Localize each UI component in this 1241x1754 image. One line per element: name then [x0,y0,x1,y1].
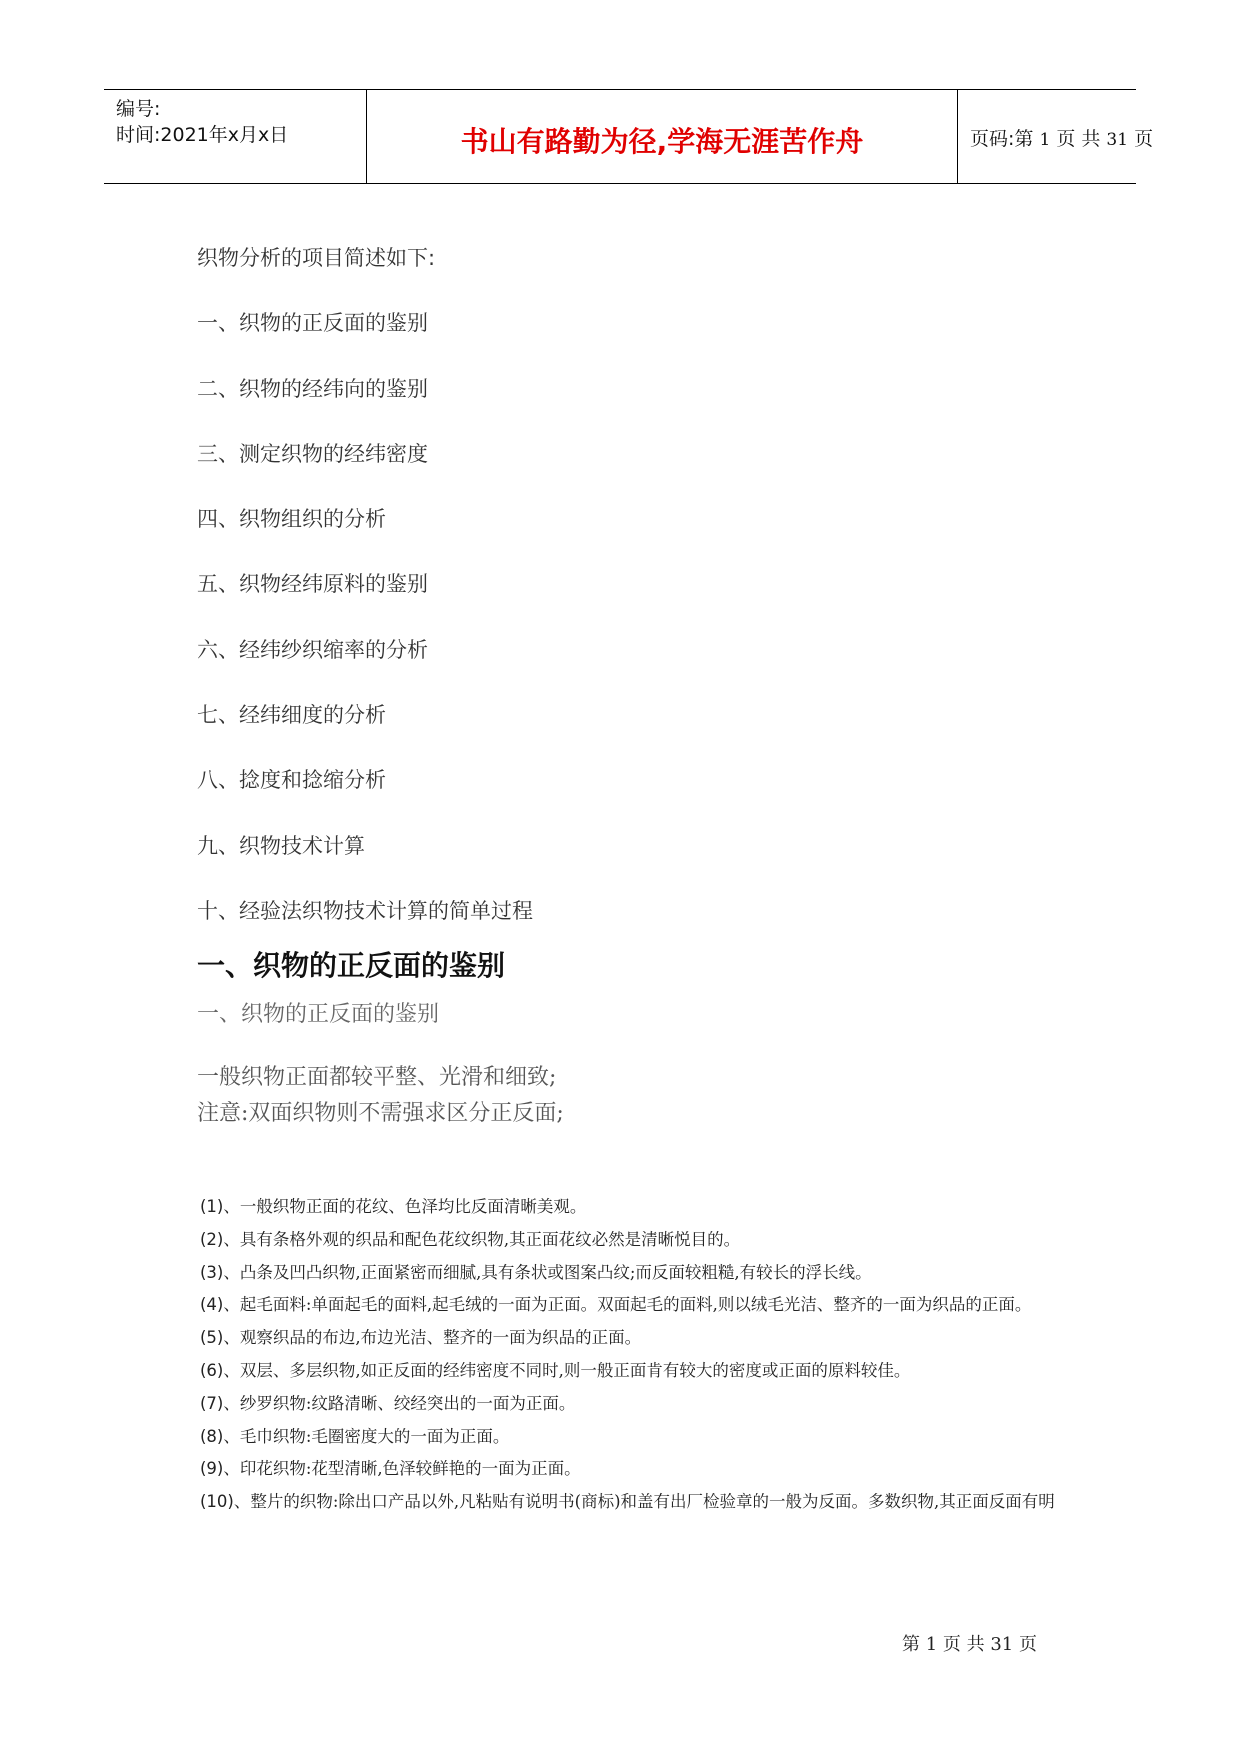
page-current: 1 [1039,130,1051,150]
toc-item: 一、织物的正反面的鉴别 [197,311,428,336]
header-meta-cell [104,90,367,183]
list-item: (10)、整片的织物:除出口产品以外,凡粘贴有说明书(商标)和盖有出厂检验章的一般为反面。多数织物,其正面反面有明 [200,1492,1055,1512]
list-item: (9)、印花织物:花型清晰,色泽较鲜艳的一面为正面。 [200,1459,581,1479]
section-note: 注意:双面织物则不需强求区分正反面; [197,1101,564,1126]
list-item: (6)、双层、多层织物,如正反面的经纬密度不同时,则一般正面肯有较大的密度或正面的原料较佳。 [200,1360,911,1380]
section-subheading: 一、织物的正反面的鉴别 [197,1002,440,1027]
toc-item: 七、经纬细度的分析 [197,703,386,728]
list-item: (3)、凸条及凹凸织物,正面紧密而细腻,具有条状或图案凸纹;而反面较粗糙,有较长的浮长线。 [200,1262,872,1282]
toc-item: 二、织物的经纬向的鉴别 [197,376,428,401]
toc-item: 十、经验法织物技术计算的简单过程 [197,898,533,923]
section-heading: 一、织物的正反面的鉴别 [197,949,506,982]
page-label-prefix: 页码:第 [970,128,1034,150]
list-item: (4)、起毛面料:单面起毛的面料,起毛绒的一面为正面。双面起毛的面料,则以绒毛光洁、整齐的一面为织品的正面。 [200,1295,1032,1315]
toc-intro: 织物分析的项目简述如下: [197,246,436,270]
table-of-contents [197,243,533,961]
toc-item: 四、织物组织的分析 [197,507,386,532]
identification-points-list [200,1196,1241,1524]
header-motto: 书山有路勤为径,学海无涯苦作舟 [460,125,864,158]
page-total: 31 [1106,130,1129,150]
list-item: (7)、纱罗织物:纹路清晰、绞经突出的一面为正面。 [200,1393,576,1413]
page-footer: 第 1 页 共 31 页 [902,1634,1037,1655]
header-page-number [970,124,1153,151]
list-item: (1)、一般织物正面的花纹、色泽均比反面清晰美观。 [200,1197,587,1216]
document-number-label: 编号: [116,98,161,120]
toc-item: 八、捻度和捻缩分析 [197,768,386,793]
list-item: (8)、毛巾织物:毛圈密度大的一面为正面。 [200,1426,510,1446]
toc-item: 六、经纬纱织缩率的分析 [197,637,428,662]
toc-item: 九、织物技术计算 [197,833,365,858]
list-item: (2)、具有条格外观的织品和配色花纹织物,其正面花纹必然是清晰悦目的。 [200,1229,741,1249]
list-item: (5)、观察织品的布边,布边光洁、整齐的一面为织品的正面。 [200,1328,642,1348]
page-header [104,89,1154,184]
header-page-cell [958,90,1154,183]
toc-item: 五、织物经纬原料的鉴别 [197,572,428,597]
toc-item: 三、测定织物的经纬密度 [197,441,428,466]
page-label-mid: 页 共 [1056,128,1101,150]
section-paragraph: 一般织物正面都较平整、光滑和细致; [197,1065,557,1090]
page-label-suffix: 页 [1134,128,1154,150]
document-time-label: 时间:2021年x月x日 [116,124,289,146]
header-motto-cell [367,90,958,183]
